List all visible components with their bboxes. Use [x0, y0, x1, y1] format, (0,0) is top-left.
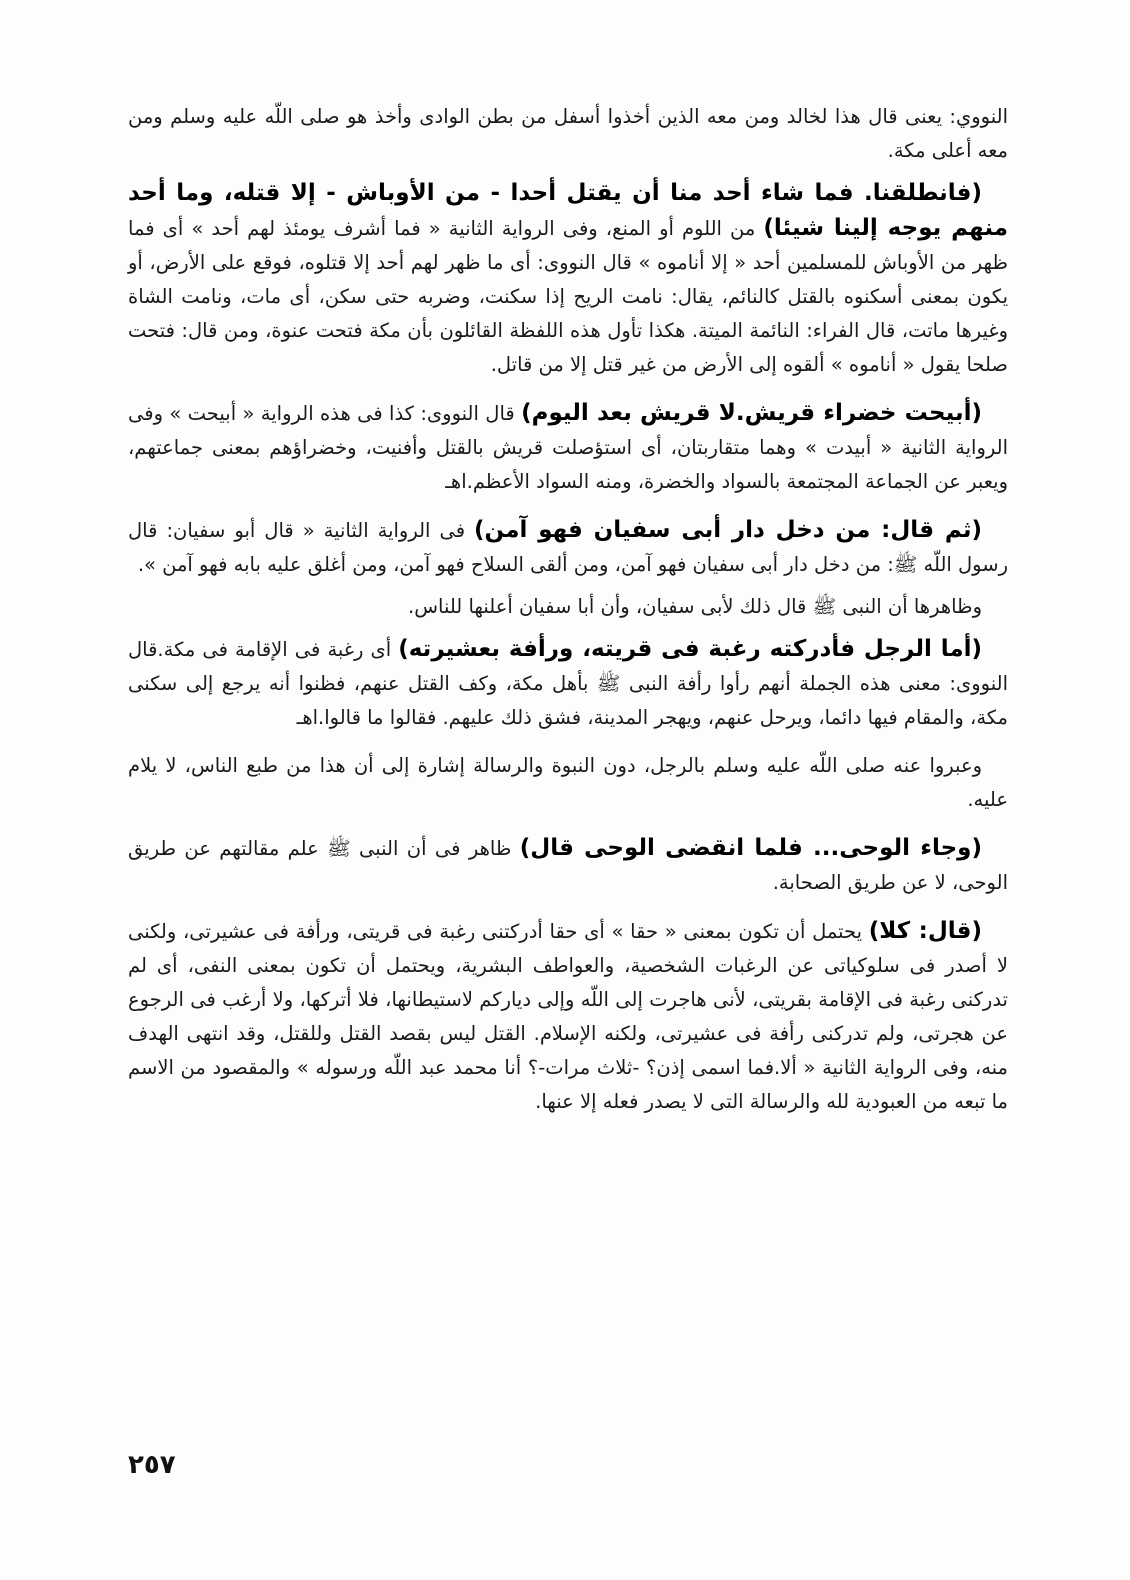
paragraph-8 [128, 831, 1008, 900]
commentary-text-block [128, 100, 1008, 1133]
paragraph-6-text: أى رغبة فى الإقامة فى مكة.قال النووى: معنى هذه الجملة أنهم رأوا رأفة النبى ﷺ بأهل مكة، وكف القتل عنهم، فظنوا أنه يرجع إلى سكنى مكة، والمقام فيها دائما، ويرحل عنهم، ويهجر المدينة، فشق ذلك عليهم. فقالوا ما قالوا.اهـ [128, 638, 1008, 729]
paragraph-9-lemma: (قال: كلا) [868, 918, 982, 944]
paragraph-3-lemma: (أبيحت خضراء قريش.لا قريش بعد اليوم) [521, 400, 982, 426]
paragraph-8-text: ظاهر فى أن النبى ﷺ علم مقالتهم عن طريق الوحى، لا عن طريق الصحابة. [128, 837, 1008, 894]
page-number: ٢٥٧ [128, 1450, 176, 1480]
paragraph-7 [128, 749, 1008, 817]
paragraph-1 [128, 100, 1008, 168]
paragraph-5-text: وظاهرها أن النبى ﷺ قال ذلك لأبى سفيان، وأن أبا سفيان أعلنها للناس. [408, 595, 982, 618]
paragraph-2-lemma: (فانطلقنا. فما شاء أحد منا أن يقتل أحدا - من الأوباش - إلا قتله، وما أحد منهم يوجه إلينا شيئا) [128, 180, 1008, 241]
paragraph-6-lemma: (أما الرجل فأدركته رغبة فى قريته، ورأفة بعشيرته) [398, 636, 982, 662]
paragraph-3-text: قال النووى: كذا فى هذه الرواية « أبيحت » وفى الرواية الثانية « أبيدت » وهما متقاربتان، أى استؤصلت قريش بالقتل وأفنيت، وخضراؤهم بمعنى جماعتهم، ويعبر عن الجماعة المجتمعة بالسواد والخضرة، ومنه السواد الأعظم.اهـ [128, 402, 1008, 493]
paragraph-7-text: وعبروا عنه صلى اللّه عليه وسلم بالرجل، دون النبوة والرسالة إشارة إلى أن هذا من طبع الناس، لا يلام عليه. [128, 754, 1008, 811]
paragraph-9-text: يحتمل أن تكون بمعنى « حقا » أى حقا أدركتنى رغبة فى قريتى، ورأفة فى عشيرتى، ولكنى لا أصدر فى سلوكياتى عن الرغبات الشخصية، والعواطف البشرية، ويحتمل أن تكون بمعنى النفى، أى لم تدركنى رغبة فى الإقامة بقريتى، لأنى هاجرت إلى اللّه وإلى دياركم لاستيطانها، فلا أتركها، ولا أرغب فى الرجوع عن هجرتى، ولم تدركنى رأفة فى عشيرتى، ولكنه الإسلام. القتل ليس بقصد القتل وللقتل، وقد انتهى الهدف منه، وفى الرواية الثانية « ألا.فما اسمى إذن؟ -ثلاث مرات-؟ أنا محمد عبد اللّه ورسوله » والمقصود من الاسم ما تبعه من العبودية لله والرسالة التى لا يصدر فعله إلا عنها. [128, 920, 1008, 1113]
paragraph-8-lemma: (وجاء الوحى... فلما انقضى الوحى قال) [519, 835, 982, 861]
paragraph-4 [128, 513, 1008, 582]
paragraph-4-lemma: (ثم قال: من دخل دار أبى سفيان فهو آمن) [474, 517, 982, 543]
paragraph-2-text: من اللوم أو المنع، وفى الرواية الثانية « فما أشرف يومئذ لهم أحد » أى فما ظهر من الأوباش للمسلمين أحد « إلا أناموه » قال النووى: أى ما ظهر لهم أحد إلا قتلوه، فوقع على الأرض، أو يكون بمعنى أسكنوه بالقتل كالنائم، يقال: نامت الريح إذا سكنت، وضربه حتى سكن، أى مات، ونامت الشاة وغيرها ماتت، قال الفراء: النائمة الميتة. هكذا تأول هذه اللفظة القائلون بأن مكة فتحت عنوة، ومن قال: فتحت صلحا يقول « أناموه » ألقوه إلى الأرض من غير قتل إلا من قاتل. [128, 217, 1008, 376]
paragraph-2 [128, 176, 1008, 382]
paragraph-1-text: النووي: يعنى قال هذا لخالد ومن معه الذين أخذوا أسفل من بطن الوادى وأخذ هو صلى اللّه عليه وسلم ومن معه أعلى مكة. [128, 105, 1008, 162]
paragraph-9 [128, 914, 1008, 1119]
paragraph-4-text: فى الرواية الثانية « قال أبو سفيان: قال رسول اللّه ﷺ: من دخل دار أبى سفيان فهو آمن، ومن ألقى السلاح فهو آمن، ومن أغلق عليه بابه فهو آمن ». [128, 519, 1008, 576]
paragraph-5 [128, 590, 1008, 624]
paragraph-6 [128, 632, 1008, 735]
paragraph-3 [128, 396, 1008, 499]
